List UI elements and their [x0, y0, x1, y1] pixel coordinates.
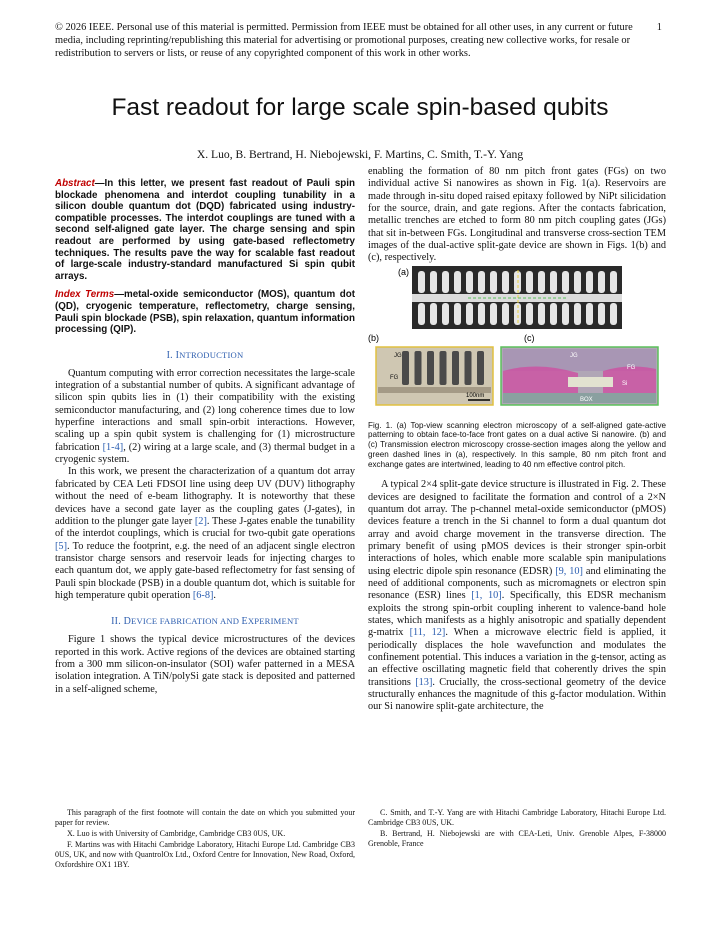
- citation-link[interactable]: [13]: [415, 676, 433, 688]
- scale-bar-label: 100nm: [466, 392, 485, 399]
- text-run: In this work, we present the characterization of a quantum dot array fabricated by CEA Leti FDSOI line using deep UV (DUV) lithography without the need of e-beam lithography. It is noteworthy that these devices have a second gate layer as the coupling gates (J-gates), in addition to the plunger gate layer: [55, 466, 355, 527]
- device-paragraph-2: [368, 479, 666, 714]
- section-rest: XPERIMENT: [247, 616, 299, 627]
- section-initial: I: [175, 349, 180, 361]
- citation-link[interactable]: [2]: [194, 515, 207, 527]
- abstract: [55, 178, 355, 282]
- tem-gate: [477, 351, 484, 385]
- sem-finger-bottom: [502, 303, 509, 325]
- sem-finger-bottom: [538, 303, 545, 325]
- text-run: .: [213, 589, 216, 601]
- nanowire: [412, 294, 622, 302]
- sem-finger-bottom: [454, 303, 461, 325]
- label-fg: FG: [390, 374, 399, 381]
- section-rest: NTRODUCTION: [179, 349, 244, 360]
- panel-label-a: (a): [398, 266, 409, 277]
- sem-finger-top: [586, 271, 593, 293]
- sem-finger-bottom: [526, 303, 533, 325]
- sem-finger-bottom: [562, 303, 569, 325]
- sem-finger-top: [550, 271, 557, 293]
- sem-finger-bottom: [430, 303, 437, 325]
- tem-gate: [415, 351, 422, 385]
- abstract-text: —In this letter, we present fast readout of Pauli spin blockade phenomena and interdot coupling tunability in a silicon double quantum dot (DQD) fabricated using industry-compatible processes. The interdot couplings are tuned with a second self-aligned gate layer. The charge sensing and spin readout are performed by using gate-based reflectometry techniques. The results pave the way for scalable fast readout of large-scale industry-standard manufactured Si spin qubit arrays.: [55, 178, 355, 282]
- figure-1: [368, 265, 666, 415]
- device-paragraph-continued: enabling the formation of 80 nm pitch front gates (FGs) on two individual active Si nanowires as shown in Fig. 1(a). Reservoirs are made through in-situ doped raised epitaxy followed by NiPt silicidation for the source, drain, and gate regions. After the contacts fabrication, metallic trenches are etched to form 80 nm pitch coupling gates (JGs) that sit in-between FGs. Longitudinal and transverse cross-section TEM images of the dual-active split-gate device are shown in Figs. 1(b) and (c), respectively.: [368, 166, 666, 264]
- tem-gate: [427, 351, 434, 385]
- text-run: , (2) wiring at a large scale, and (3) thermal budget in a cryogenic system.: [55, 441, 356, 466]
- device-paragraph-1: Figure 1 shows the typical device microstructures of the devices reported in this work. Active regions of the devices are obtained starting from a 300 mm silicon-on-insulator (SOI) wafer patterned in a MESA isolation integration. A TiN/polySi gate stack is deposited and patterned in a self-aligned scheme,: [55, 634, 355, 695]
- citation-link[interactable]: [5]: [55, 540, 68, 552]
- label-si-c: Si: [622, 380, 628, 387]
- index-terms: [55, 289, 355, 335]
- text-run: A typical 2×4 split-gate device structure is illustrated in Fig. 2. These devices are designed to facilitate the formation and control of a 2×N quantum dot array. The p-channel metal-oxide semiconductor (pMOS) devices feature a trench in the Si channel to form a dual quantum dot array and avoid charge movement in the transverse direction. The primary benefit of using pMOS devices is their stronger spin-orbit interactions of holes, which enable more scalable spin manipulations using electric dipole spin resonance (EDSR): [368, 479, 667, 577]
- sem-finger-bottom: [466, 303, 473, 325]
- sem-finger-top: [418, 271, 425, 293]
- section-initial: D: [123, 616, 132, 628]
- abstract-label: Abstract: [55, 178, 95, 189]
- text-run: . These J-gates enable the tunability of the interdot couplings, which is crucial for two-qubit gate operations: [55, 515, 355, 540]
- footnote: F. Martins was with Hitachi Cambridge Laboratory, Hitachi Europe Ltd. Cambridge CB3 0US, UK, and now with QuantrolOx Ltd., Oxford Centre for Innovation, New Road, Oxford, Oxfordshire OX1 1BY.: [55, 840, 355, 869]
- paper-title: Fast readout for large scale spin-based qubits: [111, 94, 609, 121]
- sem-finger-top: [610, 271, 617, 293]
- section-initial: E: [241, 616, 248, 628]
- sem-finger-top: [442, 271, 449, 293]
- section-heading-device: [55, 616, 355, 627]
- figure-1-caption: Fig. 1. (a) Top-view scanning electron microscopy of a self-aligned gate-active patterning to obtain face-to-face front gates on a dual active Si nanowire. (b) and (c) Transmission electron microscopy crosse-section images along the yellow and green dashed lines in (a), respectively. In this sample, 80 nm pitch front and exchange gates are intertwined, leading to 40 nm effective control pitch.: [368, 420, 666, 469]
- footnote: B. Bertrand, H. Niebojewski are with CEA-Leti, Univ. Grenoble Alpes, F-38000 Grenoble, France: [368, 829, 666, 848]
- panel-label-c: (c): [524, 332, 535, 343]
- citation-link[interactable]: [1, 10]: [471, 590, 502, 602]
- text-run: . Crucially, the cross-sectional geometry of the device structurally enhances the magnitude of this g-factor modulation. Within our Si nanowire split-gate architecture, the: [368, 676, 666, 713]
- sem-finger-bottom: [598, 303, 605, 325]
- figure-1-graphic: [368, 265, 666, 413]
- tem-gate: [402, 351, 409, 385]
- text-run: . To reduce the footprint, e.g. the need of an adjacent single electron transistor charge sensors and reservoir leads for injecting charges to each quantum dot, we apply gate-based reflectometry for fast sensing of Pauli spin blockade (PSB) in a double quantum dot, which is suitable for high temperature qubit operation: [55, 540, 356, 601]
- label-fg-c: FG: [627, 364, 636, 371]
- sem-finger-top: [574, 271, 581, 293]
- sem-finger-bottom: [442, 303, 449, 325]
- section-rest: EVICE FABRICATION AND: [131, 616, 242, 627]
- tem-gate: [440, 351, 447, 385]
- right-column: [368, 166, 666, 714]
- label-box-c: BOX: [580, 396, 593, 403]
- tem-gate: [452, 351, 459, 385]
- sem-finger-top: [478, 271, 485, 293]
- citation-link[interactable]: [1-4]: [102, 441, 124, 453]
- citation-link[interactable]: [9, 10]: [555, 565, 583, 577]
- copyright-notice: © 2026 IEEE. Personal use of this material is permitted. Permission from IEEE must be obtained for all other uses, in any current or future media, including reprinting/republishing this material for advertising or promotional purposes, creating new collective works, for resale or redistribution to servers or lists, or reuse of any copyrighted component of this work in other works.: [55, 22, 633, 59]
- sem-finger-bottom: [418, 303, 425, 325]
- author-list: X. Luo, B. Bertrand, H. Niebojewski, F. Martins, C. Smith, T.-Y. Yang: [196, 148, 524, 161]
- citation-link[interactable]: [6-8]: [192, 589, 214, 601]
- sem-finger-top: [526, 271, 533, 293]
- sem-finger-bottom: [610, 303, 617, 325]
- sem-finger-top: [430, 271, 437, 293]
- citation-link[interactable]: [11, 12]: [409, 627, 446, 639]
- sem-finger-bottom: [490, 303, 497, 325]
- text-run: . When a microwave electric field is applied, it periodically displaces the hole wavefunction and modulates the confinement potential. This induces a variation in the g-tensor, acting as an effective oscillating magnetic field that coherently drives the spin transitions: [368, 627, 667, 688]
- label-jg-c: JG: [570, 352, 578, 359]
- sem-finger-top: [562, 271, 569, 293]
- sem-finger-top: [454, 271, 461, 293]
- index-terms-text: —metal-oxide semiconductor (MOS), quantum dot (QD), cryogenic temperature, reflectometry, charge sensing, Pauli spin blockade (PSB), spin relaxation, quantum information processing (QIP).: [55, 289, 355, 336]
- footnote: This paragraph of the first footnote will contain the date on which you submitted your paper for review.: [55, 808, 355, 827]
- tem-fg-region-left: [503, 366, 578, 393]
- sem-finger-bottom: [586, 303, 593, 325]
- sem-finger-top: [502, 271, 509, 293]
- sem-finger-top: [466, 271, 473, 293]
- footnote: C. Smith, and T.-Y. Yang are with Hitachi Cambridge Laboratory, Hitachi Europe Ltd. Cambridge CB3 0US, UK.: [368, 808, 666, 827]
- footnotes-left: [55, 808, 355, 871]
- footnotes-right: [368, 808, 666, 850]
- intro-paragraph-1: [55, 368, 355, 467]
- text-run: Quantum computing with error correction necessitates the large-scale integration of a substantial number of qubits. A significant advantage of silicon spin qubits lies in (1) their compatibility with the existing semiconductor manufacturing, and (2) long coherence times due to low hyperfine interactions and small spin-orbit interactions. However, scaling up a spin qubit system is challenging for (1) microstructure fabrication: [55, 367, 355, 453]
- sem-finger-bottom: [550, 303, 557, 325]
- sem-finger-bottom: [478, 303, 485, 325]
- panel-label-b: (b): [368, 332, 379, 343]
- left-column: [55, 178, 355, 696]
- footnote: X. Luo is with University of Cambridge, Cambridge CB3 0US, UK.: [67, 829, 286, 838]
- intro-paragraph-2: [55, 466, 355, 602]
- sem-finger-top: [490, 271, 497, 293]
- sem-finger-top: [538, 271, 545, 293]
- sem-finger-bottom: [574, 303, 581, 325]
- text-run: . Specifically, this EDSR mechanism exploits the strong spin-orbit coupling inherent to valence-band hole states, which manifests as a highly anisotropic and spatially dependent g-matrix: [368, 590, 667, 639]
- page-number: 1: [656, 22, 662, 33]
- tem-si-region: [568, 377, 613, 387]
- tem-gate: [465, 351, 472, 385]
- section-numeral: II.: [111, 616, 121, 628]
- section-numeral: I.: [166, 349, 173, 361]
- sem-finger-top: [598, 271, 605, 293]
- section-heading-introduction: [55, 350, 355, 361]
- label-jg: JG: [394, 352, 402, 359]
- index-terms-label: Index Terms: [55, 289, 115, 301]
- text-run: and eliminating the need of additional components, such as micromagnets or electron spin resonance (ESR) lines: [368, 565, 667, 602]
